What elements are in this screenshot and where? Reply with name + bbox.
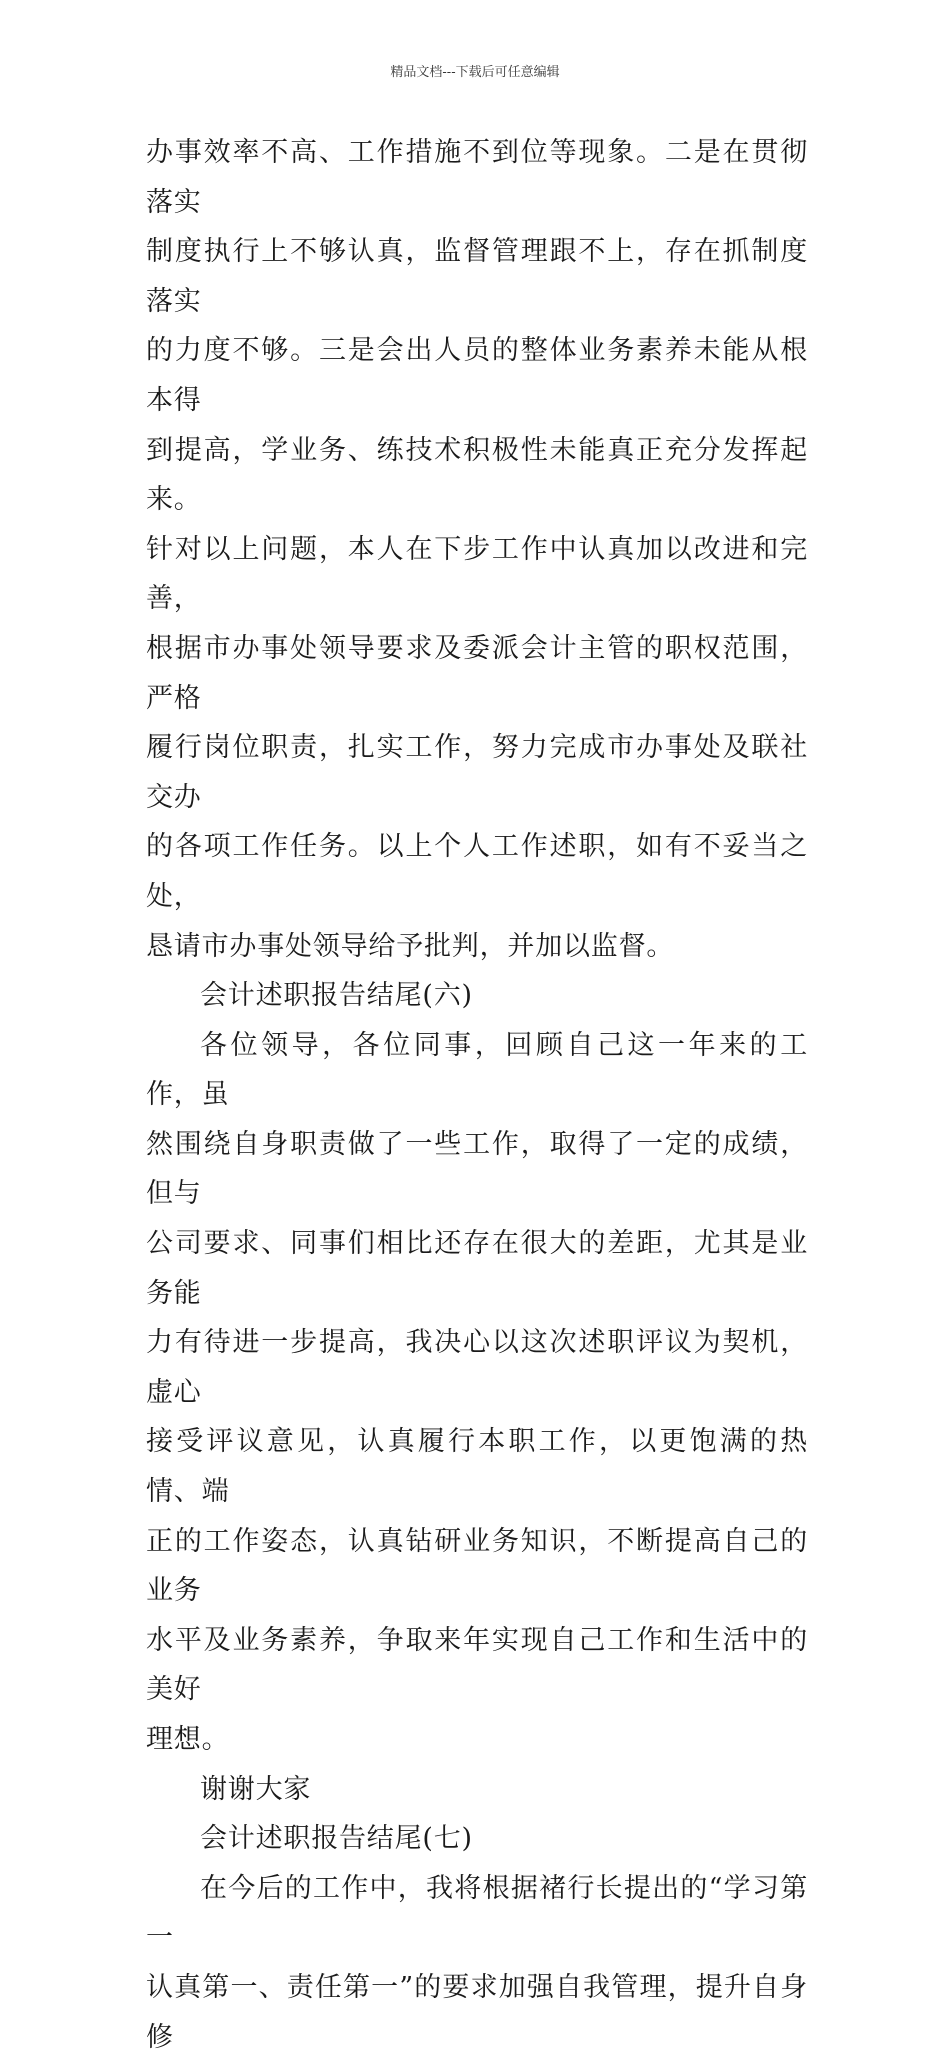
section-heading-seven (146, 1814, 808, 1864)
text-line: 恳请市办事处领导给予批判，并加以监督。 (146, 930, 675, 962)
text-line: 力有待进一步提高，我决心以这次述职评议为契机，虚心 (146, 1327, 808, 1408)
text-line: 然围绕自身职责做了一些工作，取得了一定的成绩，但与 (146, 1128, 808, 1210)
text-line: 在今后的工作中，我将根据褚行长提出的“学习第一 (146, 1872, 808, 1954)
text-line: 的各项工作任务。以上个人工作述职，如有不妥当之处， (146, 831, 808, 912)
document-body (146, 128, 808, 2062)
text-line: 针对以上问题，本人在下步工作中认真加以改进和完善， (146, 533, 808, 615)
text-line: 接受评议意见，认真履行本职工作，以更饱满的热情、端 (146, 1426, 808, 1508)
text-line: 的力度不够。三是会出人员的整体业务素养未能从根本得 (146, 335, 808, 416)
text-line: 各位领导，各位同事，回顾自己这一年来的工作，虽 (146, 1029, 808, 1111)
text-line: 认真第一、责任第一”的要求加强自我管理，提升自身修 (146, 1971, 808, 2053)
text-line: 正的工作姿态，认真钻研业务知识，不断提高自己的业务 (146, 1525, 808, 1607)
section-heading-text: 会计述职报告结尾(七) (200, 1823, 473, 1855)
text-line: 公司要求、同事们相比还存在很大的差距，尤其是业务能 (146, 1228, 808, 1309)
text-line: 办事效率不高、工作措施不到位等现象。二是在贯彻落实 (146, 137, 808, 218)
text-line: 理想。 (146, 1724, 230, 1755)
text-line: 根据市办事处领导要求及委派会计主管的职权范围，严格 (146, 632, 808, 714)
paragraph-continuation (146, 128, 808, 971)
text-line: 谢谢大家 (200, 1773, 312, 1805)
paragraph-section-six (146, 1021, 808, 1765)
text-line: 水平及业务素养，争取来年实现自己工作和生活中的美好 (146, 1624, 808, 1706)
paragraph-section-seven (146, 1864, 808, 2062)
paragraph-thanks (146, 1765, 808, 1815)
page-header: 精品文档---下载后可任意编辑 (390, 65, 560, 80)
text-line: 制度执行上不够认真，监督管理跟不上，存在抓制度落实 (146, 236, 808, 317)
section-heading-six (146, 971, 808, 1021)
text-line: 到提高，学业务、练技术积极性未能真正充分发挥起来。 (146, 434, 808, 516)
section-heading-text: 会计述职报告结尾(六) (200, 980, 473, 1012)
text-line: 履行岗位职责，扎实工作，努力完成市办事处及联社交办 (146, 732, 808, 813)
